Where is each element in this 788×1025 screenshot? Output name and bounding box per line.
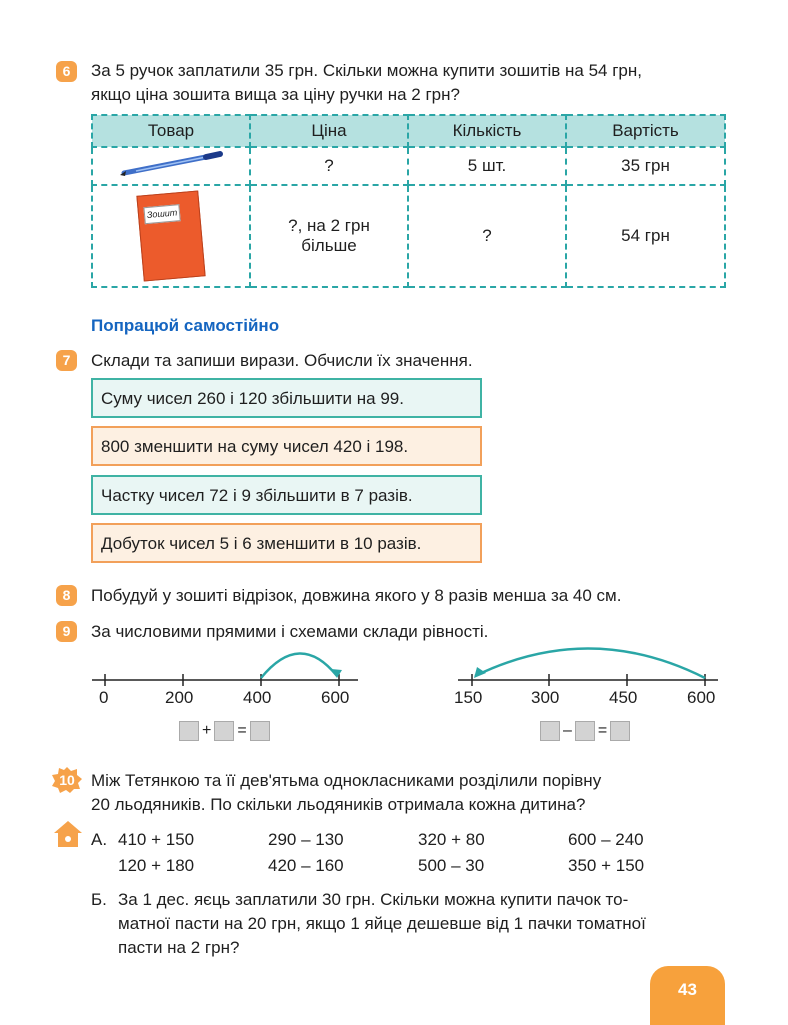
line1-tick-600: 600 <box>321 688 350 707</box>
task-9-badge: 9 <box>56 621 77 642</box>
line1-tick-200: 200 <box>165 688 194 707</box>
task-10-text-line1: Між Тетянкою та її дев'ятьма однокласниками розділили порівну <box>91 771 602 790</box>
minus-sign: – <box>563 722 572 739</box>
empty-box <box>214 721 234 741</box>
empty-box <box>610 721 630 741</box>
line2-tick-600: 600 <box>687 688 716 707</box>
notebook-price <box>250 185 408 287</box>
homework-b-line2: матної пасти на 20 грн, якщо 1 яйце дешевше від 1 пачки томатної <box>118 914 646 933</box>
empty-box <box>179 721 199 741</box>
notebook-quantity: ? <box>408 185 566 287</box>
notebook-icon <box>136 190 205 281</box>
number-lines <box>0 640 788 690</box>
pen-image <box>92 147 250 185</box>
notebook-image <box>92 185 250 287</box>
homework-a-r1c1: 410 + 150 <box>118 830 195 849</box>
number-line-1-arc <box>261 653 337 678</box>
task-6-badge: 6 <box>56 61 77 82</box>
table-header-price: Ціна <box>250 115 408 147</box>
homework-a-label: А. <box>91 830 108 849</box>
notebook-price-line1: ?, на 2 грн <box>288 216 370 235</box>
plus-sign: + <box>202 722 212 739</box>
task-7-box-4: Добуток чисел 5 і 6 зменшити в 10 разів. <box>91 523 482 563</box>
pen-quantity: 5 шт. <box>408 147 566 185</box>
home-icon <box>53 820 83 848</box>
notebook-price-line2: більше <box>301 236 357 255</box>
goods-table <box>91 114 726 288</box>
line1-tick-400: 400 <box>243 688 272 707</box>
empty-box <box>250 721 270 741</box>
task-7-text: Склади та запиши вирази. Обчисли їх значення. <box>91 351 473 370</box>
task-7-box-3: Частку чисел 72 і 9 збільшити в 7 разів. <box>91 475 482 515</box>
homework-b-label: Б. <box>91 890 107 909</box>
task-10-text-line2: 20 льодяників. По скільки льодяників отримала кожна дитина? <box>91 795 586 814</box>
task-8-text: Побудуй у зошиті відрізок, довжина якого у 8 разів менша за 40 см. <box>91 586 622 605</box>
pen-icon <box>116 149 226 179</box>
section-title: Попрацюй самостійно <box>91 316 280 335</box>
table-header-quantity: Кількість <box>408 115 566 147</box>
homework-a-r2c4: 350 + 150 <box>568 856 645 875</box>
line2-tick-300: 300 <box>531 688 560 707</box>
empty-box <box>575 721 595 741</box>
line1-tick-0: 0 <box>99 688 109 707</box>
task-10-badge <box>52 767 82 793</box>
homework-b-line1: За 1 дес. яєць заплатили 30 грн. Скільки можна купити пачок то- <box>118 890 629 909</box>
pen-price: ? <box>250 147 408 185</box>
homework-b-line3: пасти на 2 грн? <box>118 938 240 957</box>
line2-tick-450: 450 <box>609 688 638 707</box>
task-7-box-1: Суму чисел 260 і 120 збільшити на 99. <box>91 378 482 418</box>
homework-a-r1c2: 290 – 130 <box>268 830 344 849</box>
table-header-cost: Вартість <box>566 115 725 147</box>
homework-a-r2c3: 500 – 30 <box>418 856 485 875</box>
task-7-badge: 7 <box>56 350 77 371</box>
scheme-1 <box>179 721 270 741</box>
task-6-text-line2: якщо ціна зошита вища за ціну ручки на 2 грн? <box>91 85 460 104</box>
homework-a-r2c1: 120 + 180 <box>118 856 195 875</box>
homework-a-r1c3: 320 + 80 <box>418 830 485 849</box>
line2-tick-150: 150 <box>454 688 483 707</box>
homework-a-r2c2: 420 – 160 <box>268 856 344 875</box>
number-line-2-arc <box>475 648 705 678</box>
number-line-2-arrowhead <box>474 667 486 678</box>
task-10-number: 10 <box>59 772 75 788</box>
number-line-1-arrowhead <box>331 669 342 678</box>
equals-sign: = <box>597 722 608 739</box>
task-6-text-line1: За 5 ручок заплатили 35 грн. Скільки можна купити зошитів на 54 грн, <box>91 61 642 80</box>
task-9-text: За числовими прямими і схемами склади рівності. <box>91 622 489 641</box>
notebook-label: Зошит <box>143 204 180 224</box>
empty-box <box>540 721 560 741</box>
scheme-2 <box>540 721 630 741</box>
pen-cost: 35 грн <box>566 147 725 185</box>
page-number: 43 <box>650 966 725 1025</box>
homework-a-r1c4: 600 – 240 <box>568 830 644 849</box>
task-8-badge: 8 <box>56 585 77 606</box>
task-7-box-2: 800 зменшити на суму чисел 420 і 198. <box>91 426 482 466</box>
notebook-cost: 54 грн <box>566 185 725 287</box>
equals-sign: = <box>237 722 247 739</box>
table-header-goods: Товар <box>92 115 250 147</box>
